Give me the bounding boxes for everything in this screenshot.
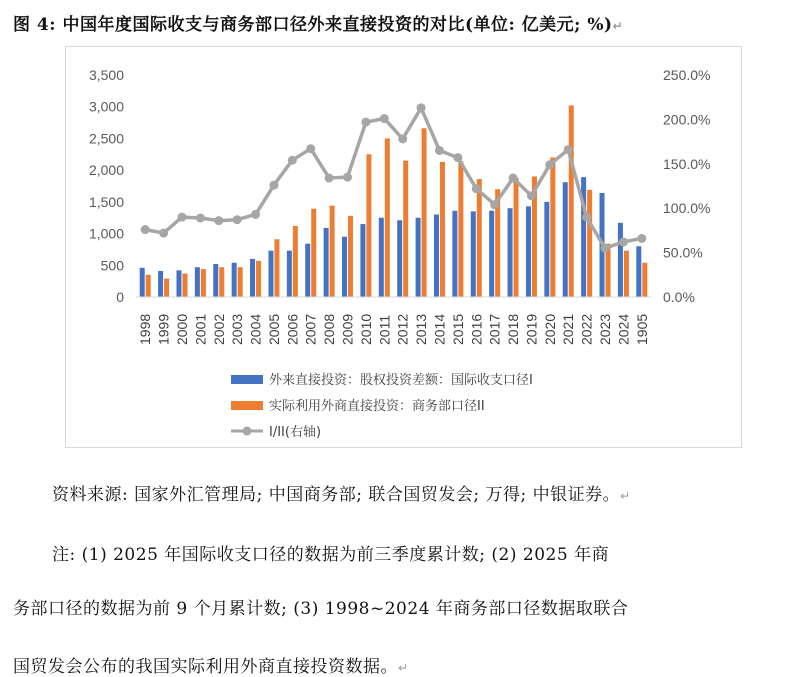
bar-fdi-mofcom	[256, 261, 261, 297]
legend-swatch-fdi-mofcom	[231, 401, 263, 410]
x-tick-label: 2013	[413, 313, 430, 345]
x-tick-label: 2005	[265, 313, 282, 345]
bar-equity-bop	[176, 270, 181, 297]
ratio-point	[141, 225, 150, 234]
x-tick-label: 2021	[560, 313, 577, 345]
bar-fdi-mofcom	[311, 209, 316, 297]
y-tick-label: 0	[116, 289, 124, 305]
legend-marker-ratio	[243, 427, 252, 436]
x-tick-label: 2012	[394, 313, 411, 345]
x-tick-label: 2000	[173, 313, 190, 345]
x-tick-label: 2002	[210, 313, 227, 345]
bar-equity-bop	[140, 268, 145, 297]
ratio-point	[453, 153, 462, 162]
bar-equity-bop	[544, 202, 549, 297]
x-tick-label: 2018	[505, 313, 522, 345]
source-note: 资料来源: 国家外汇管理局; 中国商务部; 联合国贸发会; 万得; 中银证券。↵	[52, 485, 631, 505]
x-tick-label: 2010	[357, 313, 374, 345]
ratio-point	[472, 184, 481, 193]
bar-equity-bop	[287, 251, 292, 297]
bar-fdi-mofcom	[293, 226, 298, 297]
bar-equity-bop	[379, 218, 384, 297]
bar-fdi-mofcom	[422, 128, 427, 297]
y2-tick-label: 50.0%	[663, 244, 703, 261]
bar-fdi-mofcom	[201, 269, 206, 297]
bar-equity-bop	[489, 211, 494, 297]
combo-chart	[66, 47, 741, 447]
bar-fdi-mofcom	[348, 216, 353, 297]
ratio-point	[361, 118, 370, 127]
ratio-point	[619, 237, 628, 246]
bar-equity-bop	[508, 208, 513, 297]
bar-fdi-mofcom	[514, 178, 519, 297]
y-tick-label: 500	[100, 257, 124, 274]
ratio-point	[214, 216, 223, 225]
bar-equity-bop	[526, 206, 531, 297]
bar-equity-bop	[360, 224, 365, 297]
x-tick-label: 2015	[449, 313, 466, 345]
y2-tick-label: 150.0%	[663, 155, 711, 172]
bar-fdi-mofcom	[146, 275, 151, 297]
legend-swatch-equity-bop	[231, 375, 263, 384]
x-tick-label: 2022	[578, 313, 595, 345]
ratio-point	[325, 174, 334, 183]
bar-equity-bop	[397, 220, 402, 297]
bar-equity-bop	[324, 228, 329, 297]
bar-fdi-mofcom	[458, 161, 463, 297]
bar-fdi-mofcom	[366, 154, 371, 297]
bar-equity-bop	[195, 267, 200, 297]
ratio-point	[582, 213, 591, 222]
ratio-point	[601, 244, 610, 253]
ratio-point	[398, 134, 407, 143]
bar-equity-bop	[158, 271, 163, 297]
x-tick-label: 2019	[523, 313, 540, 345]
bar-equity-bop	[342, 237, 347, 297]
ratio-point	[545, 160, 554, 169]
y-tick-label: 2,500	[88, 130, 124, 147]
y-tick-label: 3,500	[88, 67, 124, 83]
x-tick-label: 2023	[597, 313, 614, 345]
ratio-point	[343, 173, 352, 182]
ratio-point	[288, 156, 297, 165]
x-tick-label: 2006	[284, 313, 301, 345]
x-tick-label: 2003	[229, 313, 246, 345]
bar-equity-bop	[416, 218, 421, 297]
x-tick-label: 2001	[192, 313, 209, 345]
bar-fdi-mofcom	[385, 138, 390, 297]
bar-equity-bop	[618, 223, 623, 297]
x-tick-label: 1998	[137, 313, 154, 345]
bar-equity-bop	[471, 211, 476, 297]
x-tick-label: 1905	[633, 313, 650, 345]
bar-fdi-mofcom	[440, 162, 445, 297]
bar-fdi-mofcom	[403, 161, 408, 297]
bar-equity-bop	[250, 259, 255, 297]
figure-caption: 图 4: 中国年度国际收支与商务部口径外来直接投资的对比(单位: 亿美元; %)↵	[13, 15, 624, 35]
bar-equity-bop	[452, 211, 457, 297]
bar-fdi-mofcom	[477, 179, 482, 297]
note-line-2: 务部口径的数据为前 9 个月累计数; (3) 1998~2024 年商务部口径数据取联合	[13, 599, 629, 619]
ratio-point	[269, 181, 278, 190]
ratio-point	[527, 191, 536, 200]
x-tick-label: 2016	[468, 313, 485, 345]
bar-equity-bop	[305, 244, 310, 297]
bar-equity-bop	[213, 264, 218, 297]
ratio-point	[417, 103, 426, 112]
note-line-3: 国贸发会公布的我国实际利用外商直接投资数据。↵	[13, 657, 409, 677]
bar-fdi-mofcom	[238, 267, 243, 297]
legend-label-fdi-mofcom: 实际利用外商直接投资：商务部口径II	[269, 399, 485, 414]
ratio-point	[380, 114, 389, 123]
x-tick-label: 2024	[615, 313, 632, 345]
ratio-point	[233, 215, 242, 224]
bar-fdi-mofcom	[624, 251, 629, 297]
x-tick-label: 2009	[339, 313, 356, 345]
x-tick-label: 1999	[155, 313, 172, 345]
bar-fdi-mofcom	[164, 279, 169, 297]
chart-container	[65, 46, 742, 448]
y-tick-label: 2,000	[88, 162, 124, 179]
bar-equity-bop	[563, 182, 568, 297]
y2-tick-label: 200.0%	[663, 111, 711, 128]
x-tick-label: 2014	[431, 313, 448, 345]
bar-fdi-mofcom	[330, 206, 335, 297]
x-tick-label: 2008	[321, 313, 338, 345]
note-line-1: 注: (1) 2025 年国际收支口径的数据为前三季度累计数; (2) 2025 年商	[52, 545, 610, 565]
y-tick-label: 1,500	[88, 193, 124, 210]
ratio-point	[177, 213, 186, 222]
bar-equity-bop	[636, 246, 641, 297]
x-tick-label: 2007	[302, 313, 319, 345]
y-tick-label: 1,000	[88, 225, 124, 242]
bar-fdi-mofcom	[569, 105, 574, 297]
x-tick-label: 2017	[486, 313, 503, 345]
bar-fdi-mofcom	[587, 190, 592, 297]
y2-tick-label: 0.0%	[663, 289, 695, 305]
y-tick-label: 3,000	[88, 98, 124, 115]
ratio-point	[159, 229, 168, 238]
x-tick-label: 2011	[376, 314, 393, 345]
bar-fdi-mofcom	[219, 267, 224, 297]
legend-label-ratio: I/II(右轴)	[269, 425, 322, 440]
bar-fdi-mofcom	[550, 157, 555, 297]
bar-fdi-mofcom	[642, 263, 647, 297]
ratio-point	[637, 234, 646, 243]
ratio-point	[490, 200, 499, 209]
ratio-point	[251, 210, 260, 219]
bar-equity-bop	[434, 215, 439, 297]
ratio-point	[509, 174, 518, 183]
y2-tick-label: 100.0%	[663, 200, 711, 217]
ratio-point	[306, 144, 315, 153]
legend-label-equity-bop: 外来直接投资：股权投资差额：国际收支口径I	[269, 373, 533, 388]
bar-fdi-mofcom	[182, 274, 187, 297]
y2-tick-label: 250.0%	[663, 67, 711, 83]
x-tick-label: 2004	[247, 313, 264, 345]
bar-equity-bop	[268, 251, 273, 297]
ratio-point	[435, 146, 444, 155]
ratio-point	[196, 213, 205, 222]
bar-fdi-mofcom	[274, 239, 279, 297]
bar-equity-bop	[232, 263, 237, 297]
ratio-point	[564, 145, 573, 154]
x-tick-label: 2020	[541, 313, 558, 345]
